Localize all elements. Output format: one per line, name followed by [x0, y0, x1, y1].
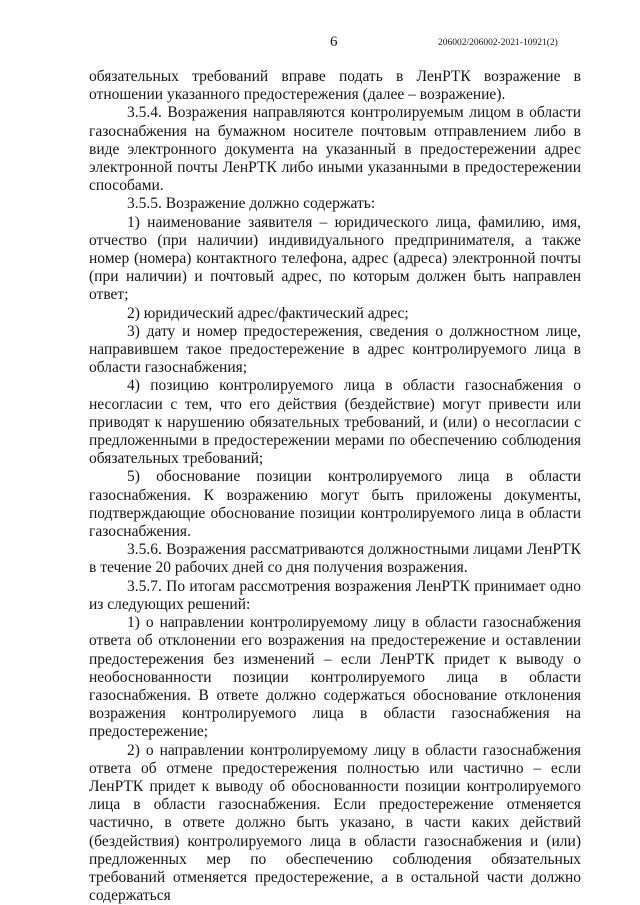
list-item-2: 2) юридический адрес/фактический адрес;	[127, 304, 409, 322]
paragraph-3-5-7: 3.5.7. По итогам рассмотрения возражения ЛенРТК принимает одно из следующих решений:	[89, 577, 581, 613]
list-item-3: 3) дату и номер предостережения, сведения о должностном лице, направившем такое предостережение в адрес контролируемого лица в области газоснабжения;	[89, 322, 581, 377]
decision-item-2: 2) о направлении контролируемому лицу в области газоснабжения ответа об отмене предостережения полностью или частично – если ЛенРТК придет к выводу об обоснованности позиции контролируемого лица в области газоснабжения. Если предостережение отменяется частично, в ответе должно быть указано, в части каких действий (бездействия) контролируемого лица в области газоснабжения и (или) предложенных мер по обеспечению соблюдения обязательных требований отменяется предостережение, а в остальной части должно содержаться	[89, 741, 581, 905]
list-item-4: 4) позицию контролируемого лица в области газоснабжения о несогласии с тем, что его действия (бездействие) могут привести или приводят к нарушению обязательных требований, и (или) о несогласии с предложенными в предостережении мерами по обеспечению соблюдения обязательных требований;	[89, 377, 581, 468]
list-item-1: 1) наименование заявителя – юридического лица, фамилию, имя, отчество (при наличии) индивидуального предпринимателя, а также номер (номера) контактного телефона, адрес (адреса) электронной почты (при наличии) и почтовый адрес, по которым должен быть направлен ответ;	[89, 213, 581, 304]
decision-item-1: 1) о направлении контролируемому лицу в области газоснабжения ответа об отклонении его возражения на предостережение и оставлении предостережения без изменений – если ЛенРТК придет к выводу о необоснованности позиции контролируемого лица в области газоснабжения. В ответе должно содержаться обоснование отклонения возражения контролируемого лица в области газоснабжения на предостережение;	[89, 614, 581, 741]
document-body	[89, 68, 581, 905]
paragraph-3-5-5: 3.5.5. Возражение должно содержать:	[127, 195, 376, 213]
paragraph-continuation: обязательных требований вправе подать в ЛенРТК возражение в отношении указанного предостережения (далее – возражение).	[89, 68, 581, 104]
paragraph-3-5-4: 3.5.4. Возражения направляются контролируемым лицом в области газоснабжения на бумажном носителе почтовым отправлением либо в виде электронного документа на указанный в предостережении адрес электронной почты ЛенРТК либо иными указанными в предостережении способами.	[89, 104, 581, 195]
page-number: 6	[330, 34, 338, 50]
document-code: 206002/206002-2021-10921(2)	[438, 38, 558, 48]
paragraph-3-5-6: 3.5.6. Возражения рассматриваются должностными лицами ЛенРТК в течение 20 рабочих дней со дня получения возражения.	[89, 541, 581, 577]
list-item-5: 5) обоснование позиции контролируемого лица в области газоснабжения. К возражению могут быть приложены документы, подтверждающие обоснование позиции контролируемого лица в области газоснабжения.	[89, 468, 581, 541]
